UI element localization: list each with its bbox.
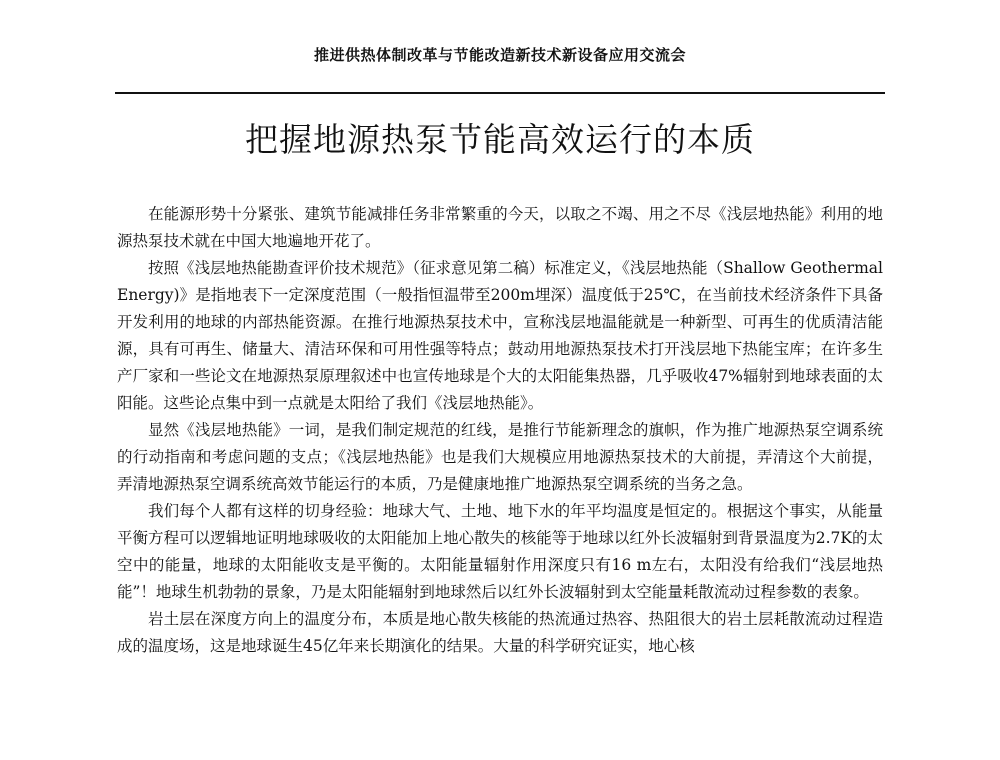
- article-title: 把握地源热泵节能高效运行的本质: [245, 120, 755, 159]
- paragraph: 我们每个人都有这样的切身经验：地球大气、土地、地下水的年平均温度是恒定的。根据这个事实，从能量平衡方程可以逻辑地证明地球吸收的太阳能加上地心散失的核能等于地球以红外长波辐射到背景温度为2.7K的太空中的能量，地球的太阳能收支是平衡的。太阳能量辐射作用深度只有16 m左右，太阳没有给我们“浅层地热能”！地球生机勃勃的景象，乃是太阳能辐射到地球然后以红外长波辐射到太空能量耗散流动过程参数的表象。: [117, 502, 883, 601]
- paragraph: 按照《浅层地热能勘查评价技术规范》（征求意见第二稿）标准定义，《浅层地热能（Shallow Geothermal Energy)》是指地表下一定深度范围（一般指恒温带至200m埋深）温度低于25℃，在当前技术经济条件下具备开发利用的地球的内部热能资源。在推行地源热泵技术中，宣称浅层地温能就是一种新型、可再生的优质清洁能源，具有可再生、储量大、清洁环保和可用性强等特点；鼓动用地源热泵技术打开浅层地下热能宝库；在许多生产厂家和一些论文在地源热泵原理叙述中也宣传地球是个大的太阳能集热器，几乎吸收47%辐射到地球表面的太阳能。这些论点集中到一点就是太阳给了我们《浅层地热能》。: [117, 259, 883, 412]
- paragraph: 岩土层在深度方向上的温度分布，本质是地心散失核能的热流通过热容、热阻很大的岩土层耗散流动过程造成的温度场，这是地球诞生45亿年来长期演化的结果。大量的科学研究证实，地心核: [117, 610, 883, 655]
- header-divider: [115, 92, 885, 94]
- article-body: [117, 201, 883, 660]
- running-header: 推进供热体制改革与节能改造新技术新设备应用交流会: [313, 46, 686, 64]
- paragraph: 显然《浅层地热能》一词，是我们制定规范的红线，是推行节能新理念的旗帜，作为推广地源热泵空调系统的行动指南和考虑问题的支点；《浅层地热能》也是我们大规模应用地源热泵技术的大前提，弄清这个大前提，弄清地源热泵空调系统高效节能运行的本质，乃是健康地推广地源热泵空调系统的当务之急。: [117, 421, 883, 493]
- paragraph: 在能源形势十分紧张、建筑节能减排任务非常繁重的今天，以取之不竭、用之不尽《浅层地热能》利用的地源热泵技术就在中国大地遍地开花了。: [117, 205, 883, 250]
